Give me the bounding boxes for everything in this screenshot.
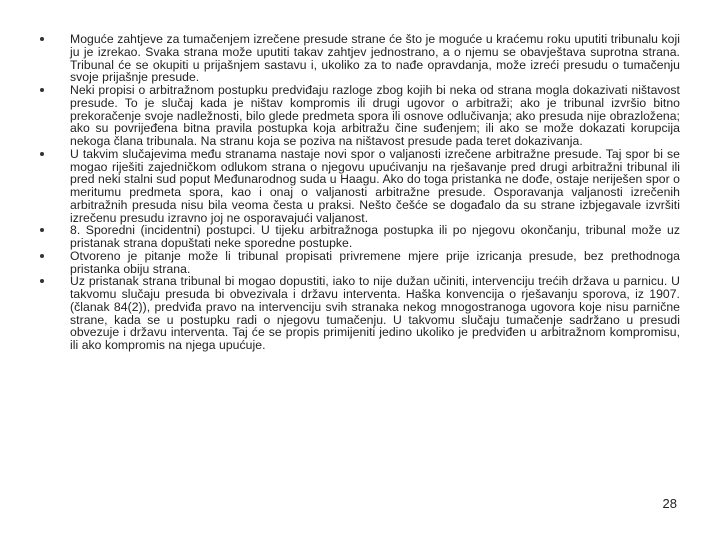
list-item bbox=[40, 84, 680, 148]
bullet-text: Uz pristanak strana tribunal bi mogao dopustiti, iako to nije dužan učiniti, intervenciju trećih država u parnicu. U takvomu slučaju presuda bi obvezivala i državu interventa. Haška konvencija o rješavanju sporova, iz 1907. (članak 84(2)), predviđa pravo na intervenciju svih stranaka nekog mnogostranoga ugovora koje nisu parnične strane, kada se u postupku radi o njegovu tumačenju. U takvomu slučaju tumačenje sadržano u presudi obvezuje i državu interventa. Taj će se propis primijeniti jedino ukoliko je predviđen u arbitražnom kompromisu, ili ako kompromis na njega upućuje. bbox=[70, 274, 680, 352]
bullet-dot-icon bbox=[40, 279, 44, 283]
bullet-dot-icon bbox=[40, 254, 44, 258]
list-item bbox=[40, 250, 680, 276]
bullet-list bbox=[40, 33, 680, 352]
bullet-text: U takvim slučajevima među stranama nastaje novi spor o valjanosti izrečene arbitražne presude. Taj spor bi se mogao riješiti zajedničkom odlukom strana o njegovu upućivanju na rješavanje pred drugi arbitražni tribunal ili pred neki stalni sud poput Međunarodnog suda u Haagu. Ako do toga pristanka ne dođe, ostaje neriješen spor o meritumu predmeta spora, kao i onaj o valjanosti arbitražne presude. Osporavanja valjanosti izrečenih arbitražnih presuda nisu bila veoma česta u praksi. Nešto češće se događalo da su strane izbjegavale izvršiti izrečenu presudu izravno joj ne osporavajući valjanost. bbox=[70, 146, 680, 225]
bullet-dot-icon bbox=[40, 37, 44, 41]
bullet-text: Neki propisi o arbitražnom postupku predviđaju razloge zbog kojih bi neka od strana mogla dokazivati ništavost presude. To je slučaj kada je ništav kompromis ili drugi ugovor o arbitraži; ako je tribunal izvršio bitno prekoračenje svoje nadležnosti, bilo glede predmeta spora ili osnove odlučivanja; ako presuda nije obrazložena; ako su povrijeđena bitna pravila postupka koja arbitražu čine suđenjem; ili ako se može dokazati korupcija nekoga člana tribunala. Na stranu koja se poziva na ništavost presude pada teret dokazivanja. bbox=[70, 83, 680, 148]
list-item bbox=[40, 275, 680, 352]
list-item bbox=[40, 33, 680, 84]
bullet-dot-icon bbox=[40, 88, 44, 92]
bullet-text: 8. Sporedni (incidentni) postupci. U tijeku arbitražnoga postupka ili po njegovu okončanju, tribunal može uz pristanak strana dopuštati neke sporedne postupke. bbox=[70, 223, 680, 250]
page-number: 28 bbox=[662, 496, 677, 511]
bullet-dot-icon bbox=[40, 152, 44, 156]
list-item bbox=[40, 224, 680, 250]
list-item bbox=[40, 148, 680, 225]
bullet-dot-icon bbox=[40, 228, 44, 232]
bullet-text: Otvoreno je pitanje može li tribunal propisati privremene mjere prije izricanja presude, bez prethodnoga pristanka obiju strana. bbox=[70, 248, 680, 276]
bullet-text: Moguće zahtjeve za tumačenjem izrečene presude strane će što je moguće u kraćemu roku uputiti tribunalu koji ju je izrekao. Svaka strana može uputiti takav zahtjev jednostrano, a o njemu se obavještava suprotna strana. Tribunal će se okupiti u prijašnjem sastavu i, ukoliko za to nađe opravdanja, može izreći presudu o tumačenju svoje prijašnje presude. bbox=[70, 32, 680, 85]
